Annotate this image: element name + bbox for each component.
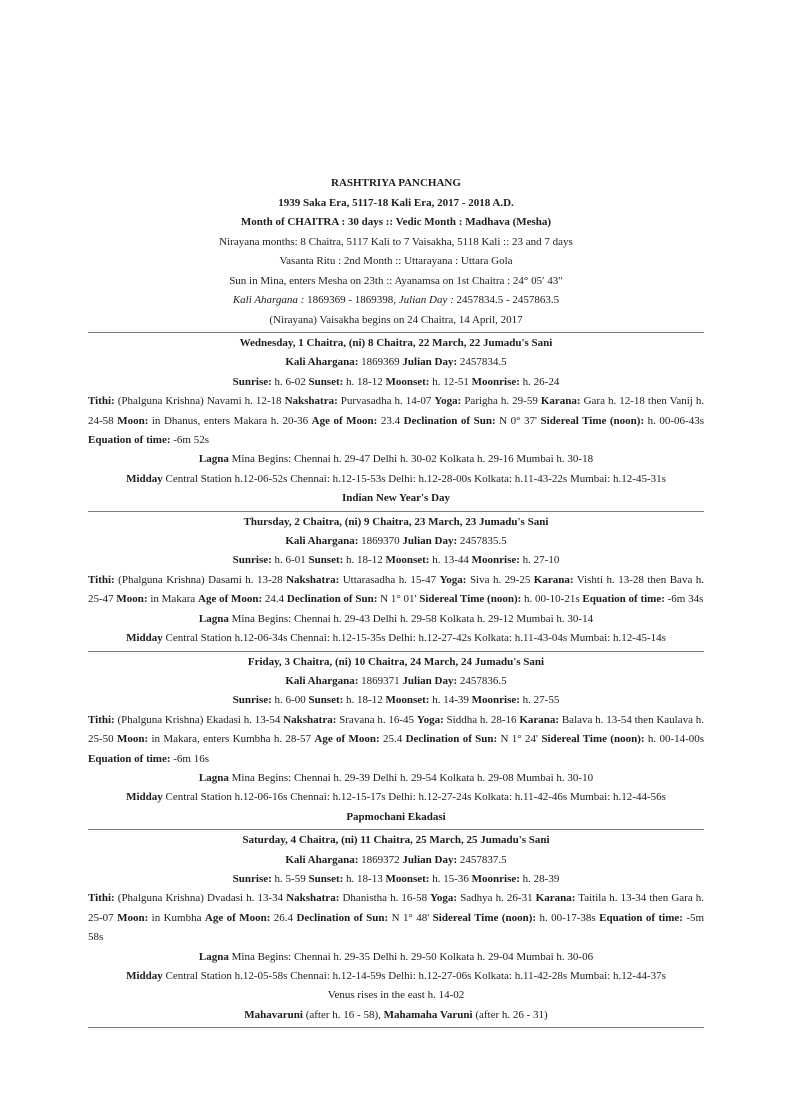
lagna-label: Lagna: [198, 771, 229, 784]
tithi-value: (Phalguna Krishna) Dvadasi h. 13-34: [117, 892, 284, 905]
lagna-line: [88, 769, 704, 788]
sun-line: Sun in Mina, enters Mesha on 23th :: Ayanamsa on 1st Chaitra : 24° 05′ 43″: [229, 274, 563, 287]
declination-label: Declination of Sun:: [286, 593, 378, 606]
sidereal-time-label: Sidereal Time (noon):: [432, 911, 537, 924]
lagna-value: Mina Begins: Chennai h. 29-43 Delhi h. 29-58 Kolkata h. 29-12 Mumbai h. 30-14: [231, 612, 594, 625]
sunset-value: h. 18-12: [346, 554, 383, 567]
moonset-value: h. 12-51: [432, 375, 469, 388]
ahargana-label: Kali Ahargana:: [285, 535, 359, 548]
tithi-paragraph: [88, 889, 704, 947]
midday-value: Central Station h.12-06-52s Chennai: h.12-15-53s Delhi: h.12-28-00s Kolkata: h.11-43-22s Mumbai: h.12-45-31s: [165, 472, 666, 485]
equation-of-time-label: Equation of time:: [88, 752, 171, 765]
equation-of-time-value: -5m 58s: [88, 911, 705, 944]
age-of-moon-value: 23.4: [380, 414, 401, 427]
midday-label: Midday: [126, 472, 163, 485]
julian-value: 2457835.5: [459, 535, 507, 548]
note-line: Venus rises in the east h. 14-02: [327, 989, 465, 1002]
karana-value: Gara h. 12-18 then Vanij h. 24-58: [88, 395, 705, 427]
yoga-label: Yoga:: [416, 713, 444, 726]
nakshatra-label: Nakshatra:: [286, 573, 340, 586]
julian-label: Julian Day:: [402, 535, 458, 548]
declination-label: Declination of Sun:: [296, 911, 389, 924]
festival-line: Indian New Year's Day: [341, 492, 451, 505]
equation-of-time-value: -6m 16s: [173, 752, 209, 765]
ahargana-range-label: Kali Ahargana :: [232, 294, 305, 306]
day-heading: Wednesday, 1 Chaitra, (ni) 8 Chaitra, 22 March, 22 Jumadu's Sani: [239, 337, 553, 349]
ahargana-value: 1869372: [361, 853, 400, 866]
midday-value: Central Station h.12-05-58s Chennai: h.12-14-59s Delhi: h.12-27-06s Kolkata: h.11-42-28s Mumbai: h.12-44-37s: [165, 970, 666, 982]
karana-value: Taitila h. 13-34 then Gara h. 25-07: [88, 892, 705, 924]
moonset-value: h. 14-39: [432, 694, 469, 707]
declination-value: N 0° 37': [499, 414, 537, 427]
nirayana-months-line: Nirayana months: 8 Chaitra, 5117 Kali to 7 Vaisakha, 5118 Kali :: 23 and 7 days: [219, 235, 573, 248]
lagna-label: Lagna: [198, 453, 229, 466]
age-of-moon-value: 24.4: [264, 593, 285, 606]
yoga-label: Yoga:: [434, 395, 462, 408]
sunset-label: Sunset:: [308, 554, 344, 567]
ahargana-value: 1869370: [361, 535, 400, 548]
nakshatra-label: Nakshatra:: [283, 713, 337, 726]
ahargana-value: 1869369: [361, 356, 400, 369]
nakshatra-value: Sravana h. 16-45: [339, 713, 415, 726]
ahargana-range-value: 1869369 - 1869398,: [307, 294, 397, 306]
nakshatra-label: Nakshatra:: [286, 892, 340, 905]
moon-label: Moon:: [117, 911, 149, 924]
ahargana-line: [88, 353, 704, 372]
age-of-moon-label: Age of Moon:: [204, 911, 271, 924]
moonrise-value: h. 27-55: [522, 694, 560, 707]
day-heading: Saturday, 4 Chaitra, (ni) 11 Chaitra, 25 March, 25 Jumadu's Sani: [242, 834, 550, 847]
lagna-line: [88, 948, 704, 967]
sunrise-label: Sunrise:: [232, 554, 272, 567]
yoga-value: Siva h. 29-25: [469, 573, 531, 586]
festival-line: [88, 1006, 704, 1025]
yoga-value: Parigha h. 29-59: [464, 395, 538, 408]
sunrise-label: Sunrise:: [232, 694, 272, 707]
sunrise-label: Sunrise:: [232, 872, 272, 885]
ahargana-line: [88, 672, 704, 691]
midday-label: Midday: [126, 791, 163, 804]
lagna-line: [88, 610, 704, 629]
panchang-page: [88, 174, 704, 1029]
julian-range-value: 2457834.5 - 2457863.5: [456, 294, 560, 306]
yoga-label: Yoga:: [439, 573, 467, 586]
moonset-label: Moonset:: [385, 554, 430, 567]
julian-range-label: Julian Day :: [398, 294, 454, 306]
julian-label: Julian Day:: [402, 853, 458, 866]
tithi-paragraph: [88, 571, 704, 610]
ahargana-line: [88, 532, 704, 551]
declination-label: Declination of Sun:: [403, 414, 496, 427]
sidereal-time-label: Sidereal Time (noon):: [541, 733, 645, 746]
tithi-value: (Phalguna Krishna) Dasami h. 13-28: [118, 573, 283, 586]
moon-value: in Makara: [150, 593, 196, 606]
age-of-moon-value: 25.4: [383, 733, 403, 746]
equation-of-time-label: Equation of time:: [88, 434, 171, 447]
declination-value: N 1° 01': [380, 593, 417, 606]
tithi-value: (Phalguna Krishna) Navami h. 12-18: [117, 395, 282, 408]
sunset-label: Sunset:: [308, 872, 344, 885]
tithi-paragraph: [88, 711, 704, 769]
ahargana-range-line: [88, 291, 704, 311]
sun-moon-times: [88, 691, 704, 710]
sunset-label: Sunset:: [308, 375, 344, 388]
lagna-label: Lagna: [198, 950, 229, 963]
nakshatra-label: Nakshatra:: [284, 395, 338, 408]
day-entry: [88, 334, 704, 509]
moonset-value: h. 13-44: [432, 554, 469, 567]
moonrise-label: Moonrise:: [471, 694, 520, 707]
sidereal-time-value: h. 00-17-38s: [539, 911, 596, 924]
divider: [88, 332, 704, 333]
midday-value: Central Station h.12-06-16s Chennai: h.12-15-17s Delhi: h.12-27-24s Kolkata: h.11-42-46s Mumbai: h.12-44-56s: [165, 791, 666, 804]
sidereal-time-value: h. 00-14-00s: [647, 733, 705, 746]
tithi-label: Tithi:: [88, 573, 115, 586]
lagna-value: Mina Begins: Chennai h. 29-47 Delhi h. 30-02 Kolkata h. 29-16 Mumbai h. 30-18: [231, 453, 594, 466]
age-of-moon-label: Age of Moon:: [314, 733, 380, 746]
festival-name: Mahamaha Varuni: [383, 1008, 473, 1021]
karana-label: Karana:: [540, 395, 581, 408]
sunrise-value: h. 6-01: [274, 554, 306, 567]
panchang-header: [88, 174, 704, 330]
moon-value: in Makara, enters Kumbha h. 28-57: [151, 733, 312, 746]
julian-value: 2457836.5: [459, 674, 507, 687]
era-line: 1939 Saka Era, 5117-18 Kali Era, 2017 - 2018 A.D.: [278, 196, 514, 209]
moon-label: Moon:: [116, 593, 148, 606]
sidereal-time-label: Sidereal Time (noon):: [540, 414, 645, 427]
sunrise-label: Sunrise:: [232, 375, 272, 388]
equation-of-time-value: -6m 34s: [667, 593, 704, 606]
nakshatra-value: Uttarasadha h. 15-47: [342, 573, 437, 586]
declination-label: Declination of Sun:: [405, 733, 498, 746]
day-entry: [88, 831, 704, 1025]
midday-label: Midday: [126, 632, 163, 645]
sun-moon-times: [88, 373, 704, 392]
sidereal-time-label: Sidereal Time (noon):: [419, 593, 522, 606]
midday-line: [88, 788, 704, 807]
sun-moon-times: [88, 551, 704, 570]
moon-label: Moon:: [117, 414, 149, 427]
yoga-value: Sadhya h. 26-31: [460, 892, 533, 905]
sidereal-time-value: h. 00-06-43s: [647, 414, 704, 427]
divider: [88, 829, 704, 830]
day-heading: Friday, 3 Chaitra, (ni) 10 Chaitra, 24 March, 24 Jumadu's Sani: [247, 655, 545, 668]
midday-line: [88, 629, 704, 648]
karana-label: Karana:: [533, 573, 574, 586]
sidereal-time-value: h. 00-10-21s: [524, 593, 580, 606]
ritu-line: Vasanta Ritu : 2nd Month :: Uttarayana : Uttara Gola: [279, 255, 513, 267]
julian-value: 2457837.5: [459, 853, 507, 866]
julian-label: Julian Day:: [402, 356, 458, 369]
nakshatra-value: Purvasadha h. 14-07: [340, 395, 432, 408]
moonset-value: h. 15-36: [432, 872, 469, 885]
age-of-moon-value: 26.4: [273, 911, 294, 924]
yoga-value: Siddha h. 28-16: [446, 713, 517, 726]
divider: [88, 651, 704, 652]
day-heading: Thursday, 2 Chaitra, (ni) 9 Chaitra, 23 March, 23 Jumadu's Sani: [243, 515, 549, 528]
moonset-label: Moonset:: [385, 375, 430, 388]
midday-label: Midday: [126, 970, 163, 982]
moonset-label: Moonset:: [385, 694, 430, 707]
moon-label: Moon:: [117, 733, 149, 746]
sun-moon-times: [88, 870, 704, 889]
sunrise-value: h. 6-02: [274, 375, 306, 388]
ahargana-label: Kali Ahargana:: [285, 853, 359, 866]
moonrise-label: Moonrise:: [471, 872, 520, 885]
karana-label: Karana:: [535, 892, 576, 905]
day-entry: [88, 513, 704, 649]
vaisakha-line: (Nirayana) Vaisakha begins on 24 Chaitra, 14 April, 2017: [269, 313, 523, 326]
julian-value: 2457834.5: [459, 356, 507, 369]
lagna-value: Mina Begins: Chennai h. 29-39 Delhi h. 29-54 Kolkata h. 29-08 Mumbai h. 30-10: [231, 771, 594, 784]
age-of-moon-label: Age of Moon:: [198, 593, 263, 606]
festival-time: (after h. 26 - 31): [472, 1008, 548, 1021]
moon-value: in Kumbha: [151, 911, 202, 924]
page-title: RASHTRIYA PANCHANG: [331, 177, 461, 189]
equation-of-time-label: Equation of time:: [582, 593, 665, 606]
declination-value: N 1° 48': [391, 911, 430, 924]
tithi-value: (Phalguna Krishna) Ekadasi h. 13-54: [117, 713, 281, 726]
festival-name: Mahavaruni: [244, 1008, 303, 1021]
moonrise-value: h. 27-10: [522, 554, 560, 567]
karana-label: Karana:: [519, 713, 560, 726]
ahargana-value: 1869371: [361, 674, 400, 687]
tithi-label: Tithi:: [88, 892, 115, 905]
midday-line: [88, 967, 704, 986]
karana-value: Balava h. 13-54 then Kaulava h. 25-50: [88, 713, 705, 746]
tithi-label: Tithi:: [88, 395, 115, 408]
moonrise-label: Moonrise:: [471, 554, 520, 567]
moonrise-value: h. 28-39: [522, 872, 560, 885]
equation-of-time-label: Equation of time:: [599, 911, 683, 924]
day-entry: [88, 653, 704, 828]
sunset-label: Sunset:: [308, 694, 344, 707]
divider: [88, 511, 704, 512]
tithi-label: Tithi:: [88, 713, 115, 726]
tithi-paragraph: [88, 392, 704, 450]
sunset-value: h. 18-12: [346, 694, 383, 707]
sunrise-value: h. 6-00: [274, 694, 306, 707]
moonrise-value: h. 26-24: [522, 375, 560, 388]
moonset-label: Moonset:: [385, 872, 430, 885]
lagna-line: [88, 450, 704, 469]
julian-label: Julian Day:: [402, 674, 458, 687]
festival-line: Papmochani Ekadasi: [346, 810, 446, 823]
ahargana-label: Kali Ahargana:: [285, 356, 359, 369]
declination-value: N 1° 24': [500, 733, 538, 746]
midday-value: Central Station h.12-06-34s Chennai: h.12-15-35s Delhi: h.12-27-42s Kolkata: h.11-43-04s Mumbai: h.12-45-14s: [165, 632, 666, 645]
month-line: Month of CHAITRA : 30 days :: Vedic Month : Madhava (Mesha): [240, 216, 552, 228]
festival-time: (after h. 16 - 58),: [302, 1008, 384, 1021]
nakshatra-value: Dhanistha h. 16-58: [342, 892, 428, 905]
divider: [88, 1027, 704, 1028]
lagna-label: Lagna: [198, 612, 229, 625]
ahargana-line: [88, 851, 704, 870]
karana-value: Vishti h. 13-28 then Bava h. 25-47: [88, 573, 705, 606]
sunset-value: h. 18-13: [346, 872, 383, 885]
sunrise-value: h. 5-59: [274, 872, 306, 885]
midday-line: [88, 470, 704, 489]
age-of-moon-label: Age of Moon:: [311, 414, 378, 427]
moonrise-label: Moonrise:: [471, 375, 520, 388]
lagna-value: Mina Begins: Chennai h. 29-35 Delhi h. 29-50 Kolkata h. 29-04 Mumbai h. 30-06: [231, 950, 594, 963]
ahargana-label: Kali Ahargana:: [285, 674, 359, 687]
equation-of-time-value: -6m 52s: [173, 434, 209, 447]
moon-value: in Dhanus, enters Makara h. 20-36: [151, 414, 309, 427]
yoga-label: Yoga:: [430, 892, 458, 905]
sunset-value: h. 18-12: [346, 375, 383, 388]
